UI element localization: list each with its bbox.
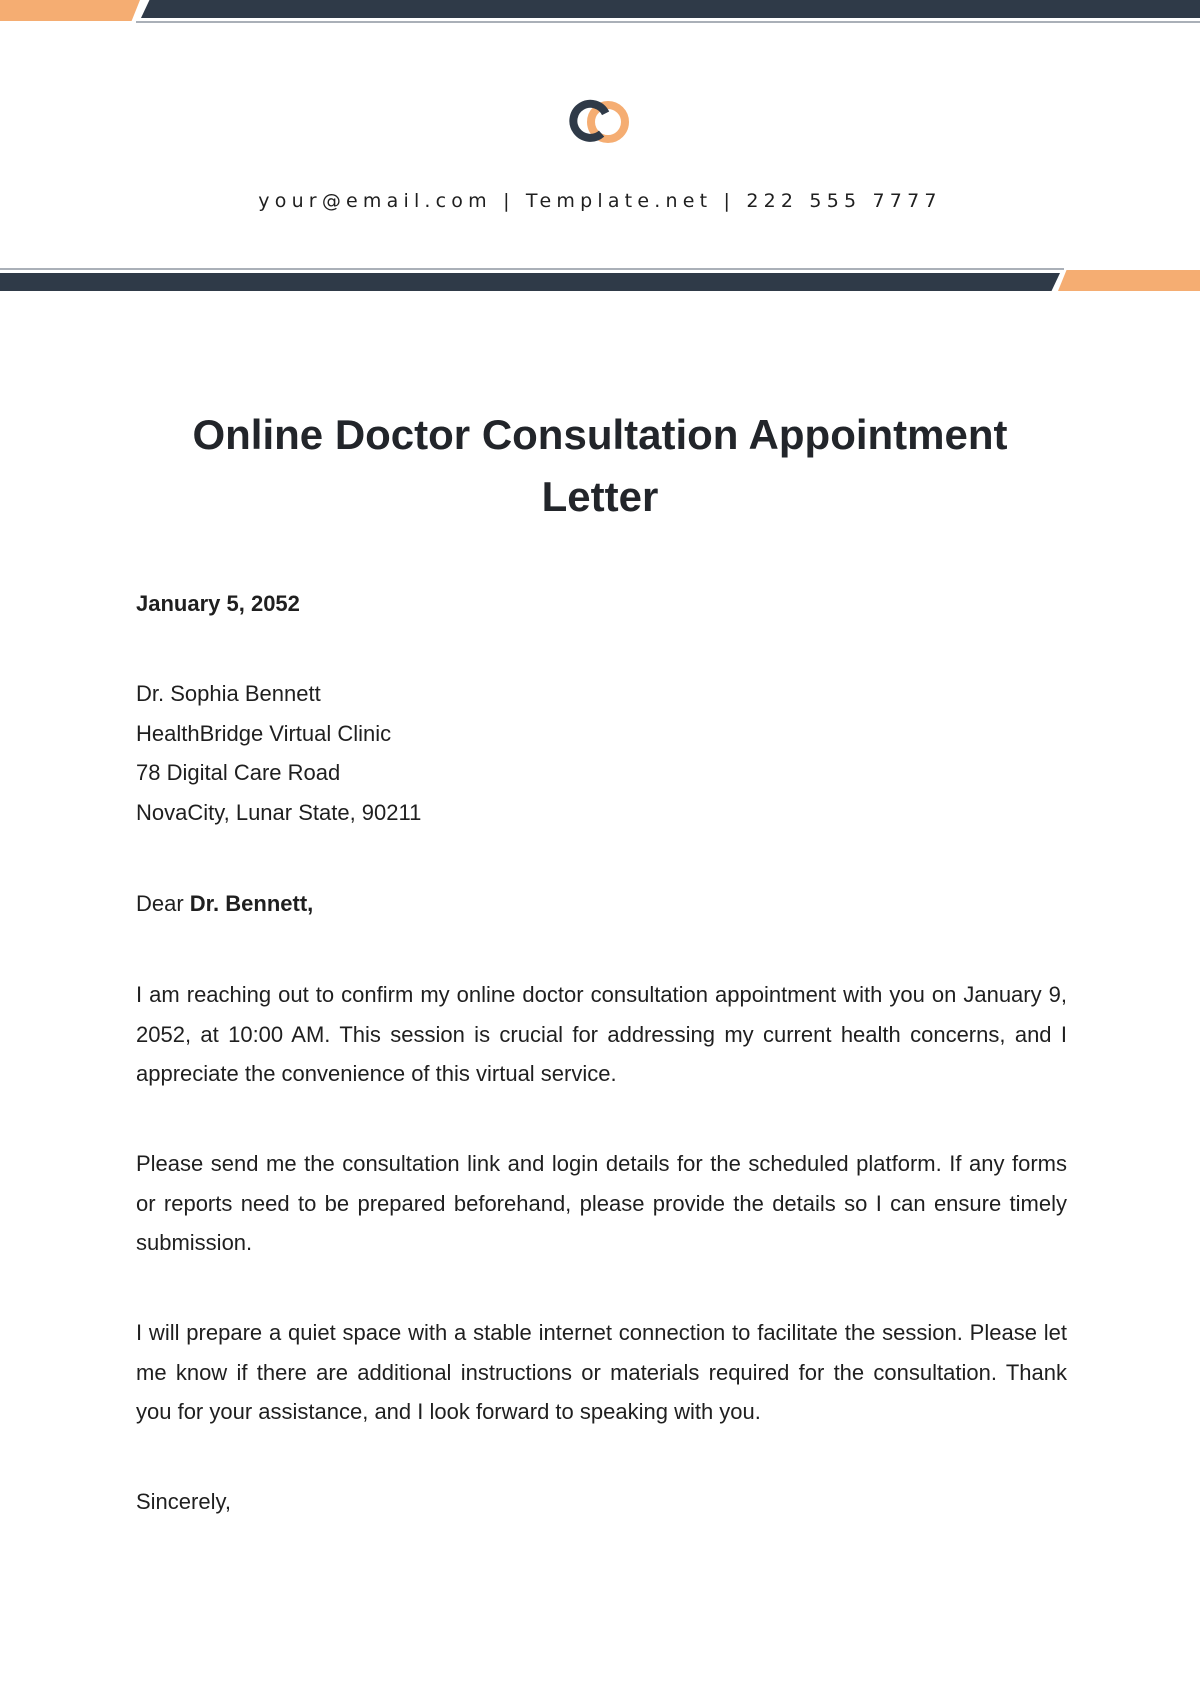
mid-orange-stripe	[1058, 270, 1200, 291]
body-paragraph-2: Please send me the consultation link and login details for the scheduled platform. If any forms or reports need to be prepared beforehand, please provide the details so I can ensure timely submission.	[136, 1151, 1067, 1255]
interlocking-rings-logo-icon	[568, 96, 648, 148]
body-paragraph-1: I am reaching out to confirm my online doctor consultation appointment with you on January 9, 2052, at 10:00 AM. This session is crucial for addressing my current health concerns, and I appreciate the convenience of this virtual service.	[136, 982, 1067, 1086]
letter-title: Online Doctor Consultation Appointment Letter	[192, 411, 1008, 520]
top-decorative-band	[0, 0, 1200, 24]
recipient-name: Dr. Sophia Bennett	[136, 681, 321, 706]
top-thin-divider	[136, 21, 1200, 23]
recipient-street: 78 Digital Care Road	[136, 760, 341, 785]
salutation	[136, 884, 1067, 924]
top-navy-stripe	[141, 0, 1200, 18]
letter-date: January 5, 2052	[136, 591, 300, 616]
mid-navy-stripe	[0, 273, 1060, 291]
mid-thin-divider	[0, 268, 1064, 270]
top-orange-stripe	[0, 0, 140, 21]
contact-info-line: your@email.com | Template.net | 222 555 7777	[258, 190, 942, 212]
recipient-city-line: NovaCity, Lunar State, 90211	[136, 799, 422, 825]
body-paragraph-3: I will prepare a quiet space with a stable internet connection to facilitate the session. Please let me know if there are additional instructions or materials required for the consultation. Thank you for your assistance, and I look forward to speaking with you.	[136, 1320, 1067, 1424]
salutation-prefix: Dear	[136, 891, 190, 916]
recipient-address	[136, 674, 1067, 832]
recipient-organization: HealthBridge Virtual Clinic	[136, 720, 392, 746]
salutation-name: Dr. Bennett,	[189, 891, 314, 916]
closing: Sincerely,	[136, 1489, 231, 1514]
